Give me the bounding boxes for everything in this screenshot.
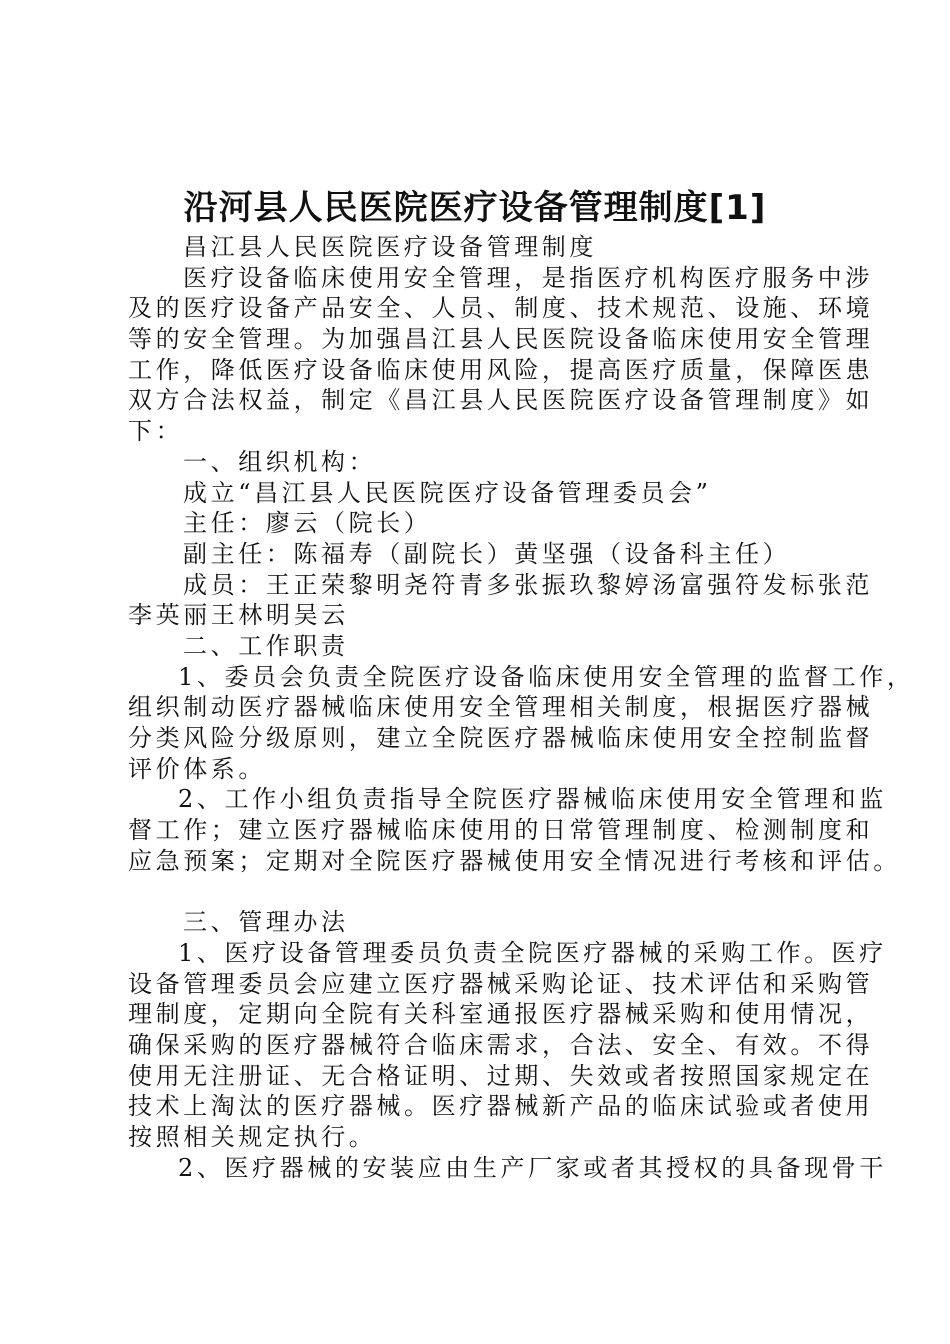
paragraph-line: 李英丽王林明吴云 bbox=[128, 601, 349, 630]
section-heading: 三、管理办法 bbox=[183, 908, 349, 937]
paragraph-line: 应急预案；定期对全院医疗器械使用安全情况进行考核和评估。 bbox=[128, 846, 901, 875]
paragraph-line: 及的医疗设备产品安全、人员、制度、技术规范、设施、环境 bbox=[128, 294, 874, 323]
paragraph-line: 2、工作小组负责指导全院医疗器械临床使用安全管理和监 bbox=[178, 785, 887, 814]
section-heading: 二、工作职责 bbox=[183, 631, 349, 660]
blank-line bbox=[128, 876, 828, 907]
paragraph-line: 成员：王正荣黎明尧符青多张振玖黎婷汤富强符发标张范 bbox=[183, 570, 873, 599]
paragraph-line: 技术上淘汰的医疗器械。医疗器械新产品的临床试验或者使用 bbox=[128, 1092, 874, 1121]
paragraph-line: 按照相关规定执行。 bbox=[128, 1122, 377, 1151]
paragraph-line: 设备管理委员会应建立医疗器械采购论证、技术评估和采购管 bbox=[128, 969, 874, 998]
paragraph-line: 确保采购的医疗器械符合临床需求，合法、安全、有效。不得 bbox=[128, 1030, 874, 1059]
paragraph-line: 成立“昌江县人民医院医疗设备管理委员会” bbox=[183, 478, 712, 507]
paragraph-line: 分类风险分级原则，建立全院医疗器械临床使用安全控制监督 bbox=[128, 724, 874, 752]
paragraph-line: 督工作；建立医疗器械临床使用的日常管理制度、检测制度和 bbox=[128, 816, 874, 845]
paragraph-line: 工作，降低医疗设备临床使用风险，提高医疗质量，保障医患 bbox=[128, 355, 874, 384]
paragraph-line: 等的安全管理。为加强昌江县人民医院设备临床使用安全管理 bbox=[128, 325, 874, 354]
paragraph-line: 主任：廖云（院长） bbox=[183, 509, 432, 538]
paragraph-line: 医疗设备临床使用安全管理，是指医疗机构医疗服务中涉 bbox=[183, 263, 873, 292]
paragraph-line: 理制度，定期向全院有关科室通报医疗器械采购和使用情况， bbox=[128, 1000, 874, 1029]
paragraph-line: 评价体系。 bbox=[128, 754, 266, 783]
paragraph-line: 双方合法权益，制定《昌江县人民医院医疗设备管理制度》如 bbox=[128, 386, 874, 415]
paragraph-line: 副主任：陈福寿（副院长）黄坚强（设备科主任） bbox=[183, 539, 791, 568]
paragraph-line: 组织制动医疗器械临床使用安全管理相关制度，根据医疗器械 bbox=[128, 693, 874, 722]
section-heading: 一、组织机构： bbox=[183, 447, 377, 476]
paragraph-line: 1、医疗设备管理委员负责全院医疗器械的采购工作。医疗 bbox=[178, 938, 887, 967]
subtitle-line: 昌江县人民医院医疗设备管理制度 bbox=[183, 233, 597, 261]
document-title: 沿河县人民医院医疗设备管理制度[1] bbox=[183, 188, 767, 228]
paragraph-line: 1、委员会负责全院医疗设备临床使用安全管理的监督工作， bbox=[178, 662, 915, 691]
paragraph-line: 下： bbox=[128, 417, 184, 446]
paragraph-line: 使用无注册证、无合格证明、过期、失效或者按照国家规定在 bbox=[128, 1061, 874, 1090]
paragraph-line: 2、医疗器械的安装应由生产厂家或者其授权的具备现骨干 bbox=[178, 1153, 887, 1182]
document-body bbox=[128, 232, 915, 1183]
